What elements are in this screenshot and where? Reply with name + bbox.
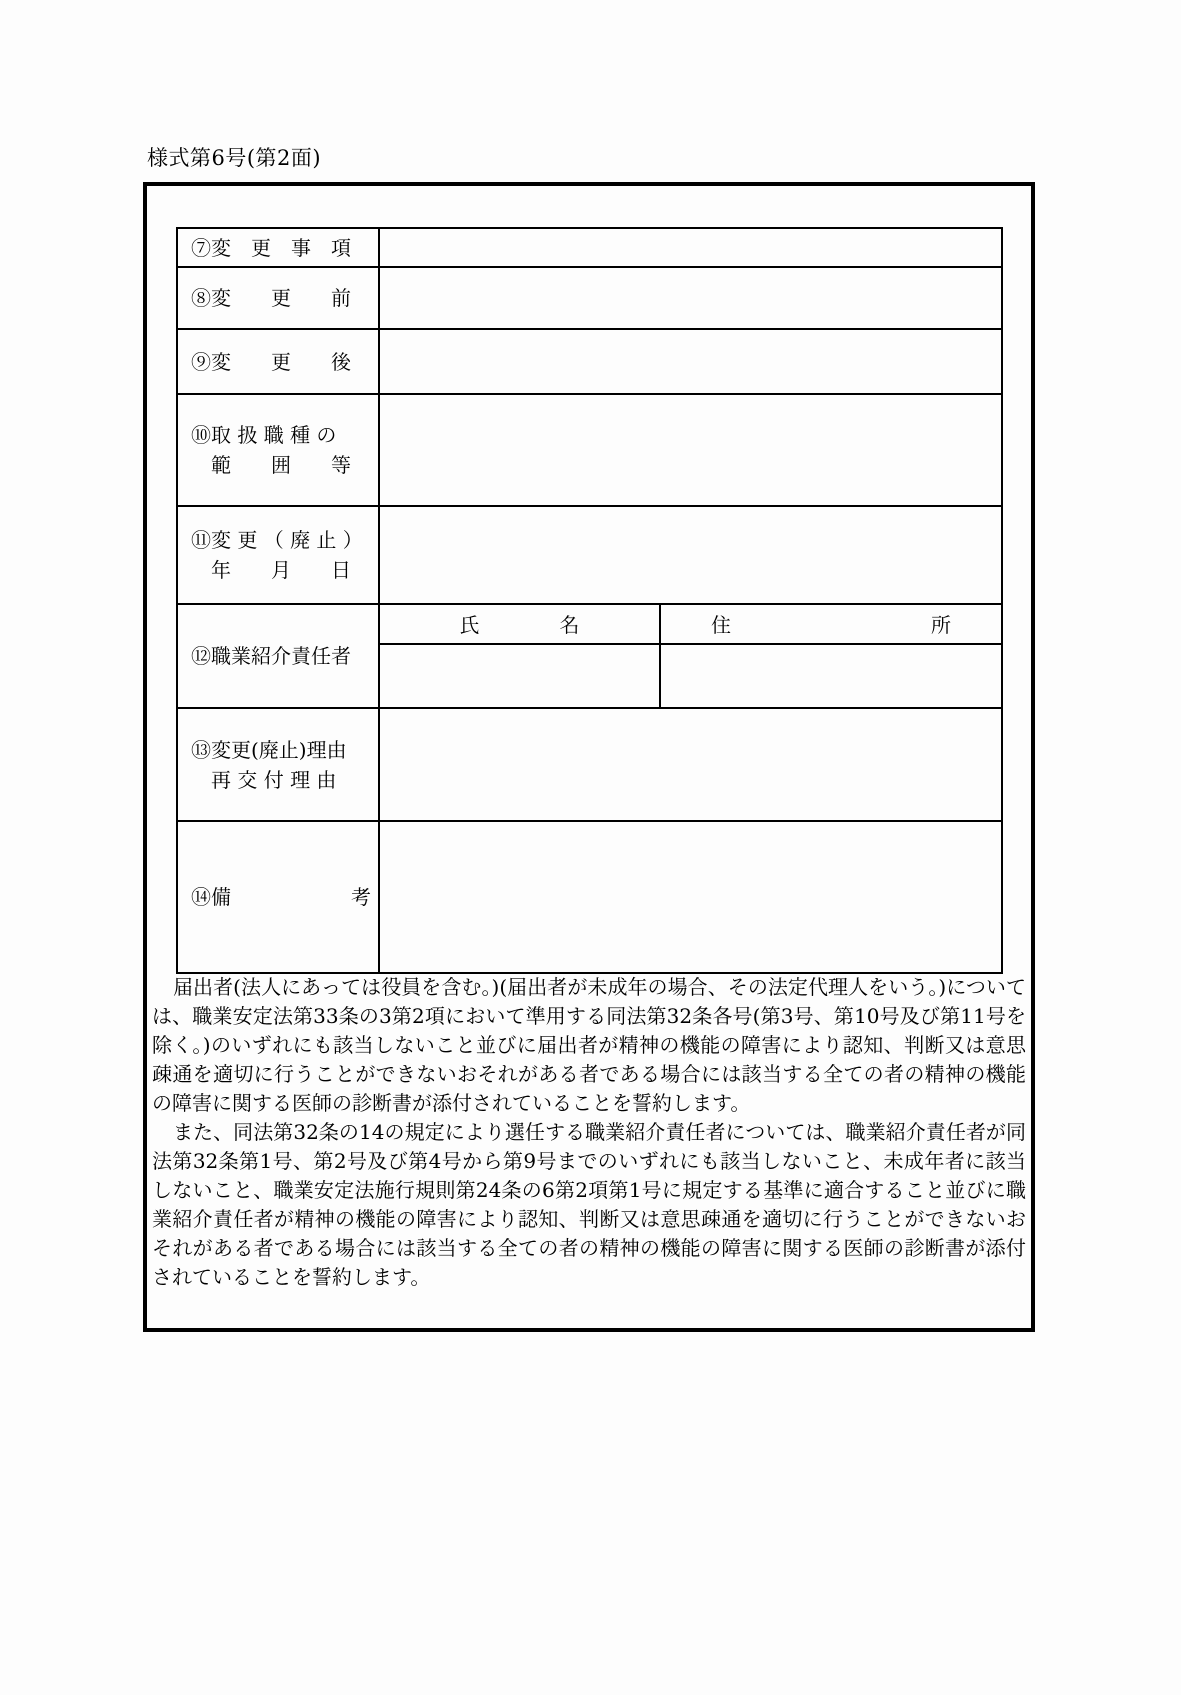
declaration-paragraph-2: また、同法第32条の14の規定により選任する職業紹介責任者については、職業紹介責任者が同法第32条第1号、第2号及び第4号から第9号までのいずれにも該当しないこと、未成年者に該当しないこと、職業安定法施行規則第24条の6第2項第1号に規定する基準に適合すること並びに職業紹介責任者が精神の機能の障害により認知、判断又は意思疎通を適切に行うことができないおそれがある者である場合には該当する全ての者の精神の機能の障害に関する医師の診断書が添付されていることを誓約します。 bbox=[152, 1120, 1026, 1289]
row-label-text-line2: 範 囲 等 bbox=[211, 453, 351, 477]
cell-placement-manager bbox=[380, 605, 1001, 709]
row-label-text: ⑭備 考 bbox=[191, 885, 371, 909]
subcolumn-header-name: 氏 名 bbox=[380, 605, 661, 645]
row-label-text: ⑩取 扱 職 種 の bbox=[191, 423, 337, 447]
row-label-after-change bbox=[178, 330, 380, 395]
cell-remarks-value bbox=[380, 822, 1001, 972]
cell-change-abolition-reason-value bbox=[380, 709, 1001, 822]
cell-manager-address-value bbox=[661, 645, 1001, 707]
row-label-change-abolition-date bbox=[178, 507, 380, 605]
form-border-frame bbox=[143, 182, 1035, 1332]
row-label-change-items bbox=[178, 229, 380, 268]
row-label-text-line2: 年 月 日 bbox=[211, 558, 351, 582]
row-label-text: ⑧変 更 前 bbox=[191, 286, 351, 310]
row-label-text: ⑪変 更 （ 廃 止 ） bbox=[191, 528, 363, 552]
cell-occupation-scope-value bbox=[380, 395, 1001, 507]
row-label-text-line2: 再 交 付 理 由 bbox=[211, 767, 337, 792]
row-label-before-change bbox=[178, 268, 380, 330]
cell-change-abolition-date-value bbox=[380, 507, 1001, 605]
row-label-placement-manager bbox=[178, 605, 380, 709]
row-label-text: ⑨変 更 後 bbox=[191, 349, 351, 374]
cell-manager-name-value bbox=[380, 645, 661, 707]
cell-before-change-value bbox=[380, 268, 1001, 330]
placement-manager-subtable bbox=[380, 605, 1001, 707]
row-label-remarks bbox=[178, 822, 380, 972]
change-notification-table bbox=[176, 227, 1003, 974]
oath-declaration-text bbox=[152, 973, 1026, 1292]
row-label-text: ⑬変更(廃止)理由 bbox=[191, 737, 347, 762]
cell-change-items-value bbox=[380, 229, 1001, 268]
page-title: 様式第6号(第2面) bbox=[147, 146, 322, 170]
row-label-text: ⑦変 更 事 項 bbox=[191, 235, 351, 260]
declaration-paragraph-1: 届出者(法人にあっては役員を含む。)(届出者が未成年の場合、その法定代理人をいう。)については、職業安定法第33条の3第2項において準用する同法第32条各号(第3号、第10号及び第11号を除く。)のいずれにも該当しないこと並びに届出者が精神の機能の障害により認知、判断又は意思疎通を適切に行うことができないおそれがある者である場合には該当する全ての者の精神の機能の障害に関する医師の診断書が添付されていることを誓約します。 bbox=[152, 975, 1026, 1115]
row-label-change-abolition-reason bbox=[178, 709, 380, 822]
cell-after-change-value bbox=[380, 330, 1001, 395]
row-label-text: ⑫職業紹介責任者 bbox=[191, 644, 351, 668]
subcolumn-header-address: 住 所 bbox=[661, 605, 1001, 645]
row-label-occupation-scope bbox=[178, 395, 380, 507]
